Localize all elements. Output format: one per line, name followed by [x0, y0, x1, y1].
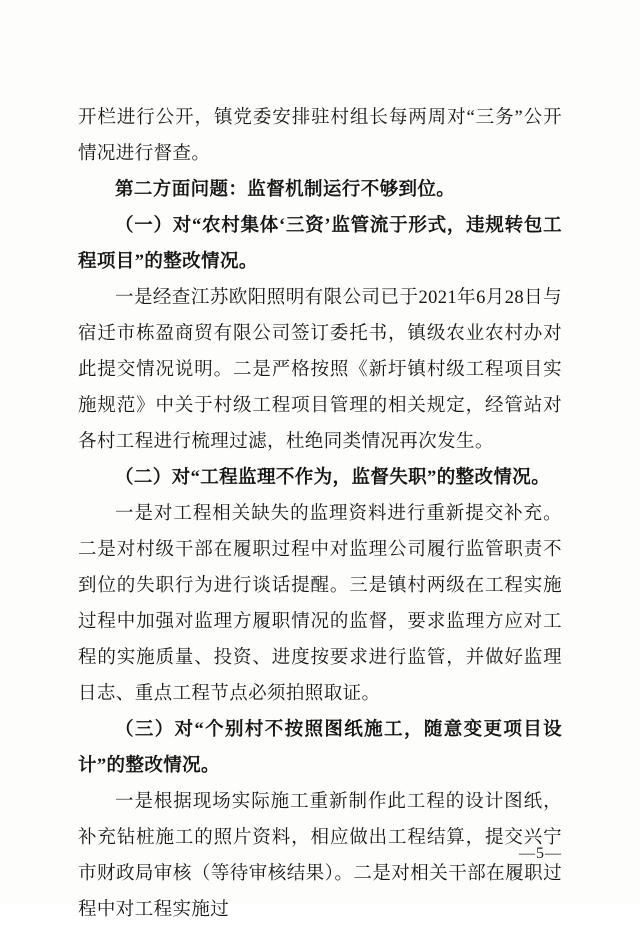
paragraph-8: 一是根据现场实际施工重新制作此工程的设计图纸，补充钻桩施工的照片资料，相应做出工程结算，提交兴宁市财政局审核（等待审核结果）。二是对相关干部在履职过程中对工程实施过 [78, 792, 562, 920]
paragraph-6: 一是对工程相关缺失的监理资料进行重新提交补充。二是对村级干部在履职过程中对监理公司履行监管职责不到位的失职行为进行谈话提醒。三是镇村两级在工程实施过程中加强对监理方履职情况的监督，要求监理方应对工程的实施质量、投资、进度按要求进行监管，并做好监理日志、重点工程节点必须拍照取证。 [78, 504, 562, 704]
document-body [78, 100, 562, 928]
paragraph-2-heading: 第二方面问题：监督机制运行不够到位。 [115, 180, 456, 200]
paragraph-1: 开栏进行公开，镇党委安排驻村组长每两周对“三务”公开情况进行督查。 [78, 108, 562, 164]
paragraph-7-heading: （三）对“个别村不按照图纸施工，随意变更项目设计”的整改情况。 [78, 720, 562, 776]
page-number: —5— [519, 845, 562, 862]
paragraph-5-heading: （二）对“工程监理不作为，监督失职”的整改情况。 [115, 468, 551, 488]
paragraph-4: 一是经查江苏欧阳照明有限公司已于2021年6月28日与宿迁市栋盈商贸有限公司签订委托书，镇级农业农村办对此提交情况说明。二是严格按照《新圩镇村级工程项目实施规范》中关于村级工程项目管理的相关规定，经管站对各村工程进行梳理过滤，杜绝同类情况再次发生。 [78, 288, 562, 452]
paragraph-3-heading: （一）对“农村集体‘三资’监管流于形式，违规转包工程项目”的整改情况。 [78, 216, 562, 272]
